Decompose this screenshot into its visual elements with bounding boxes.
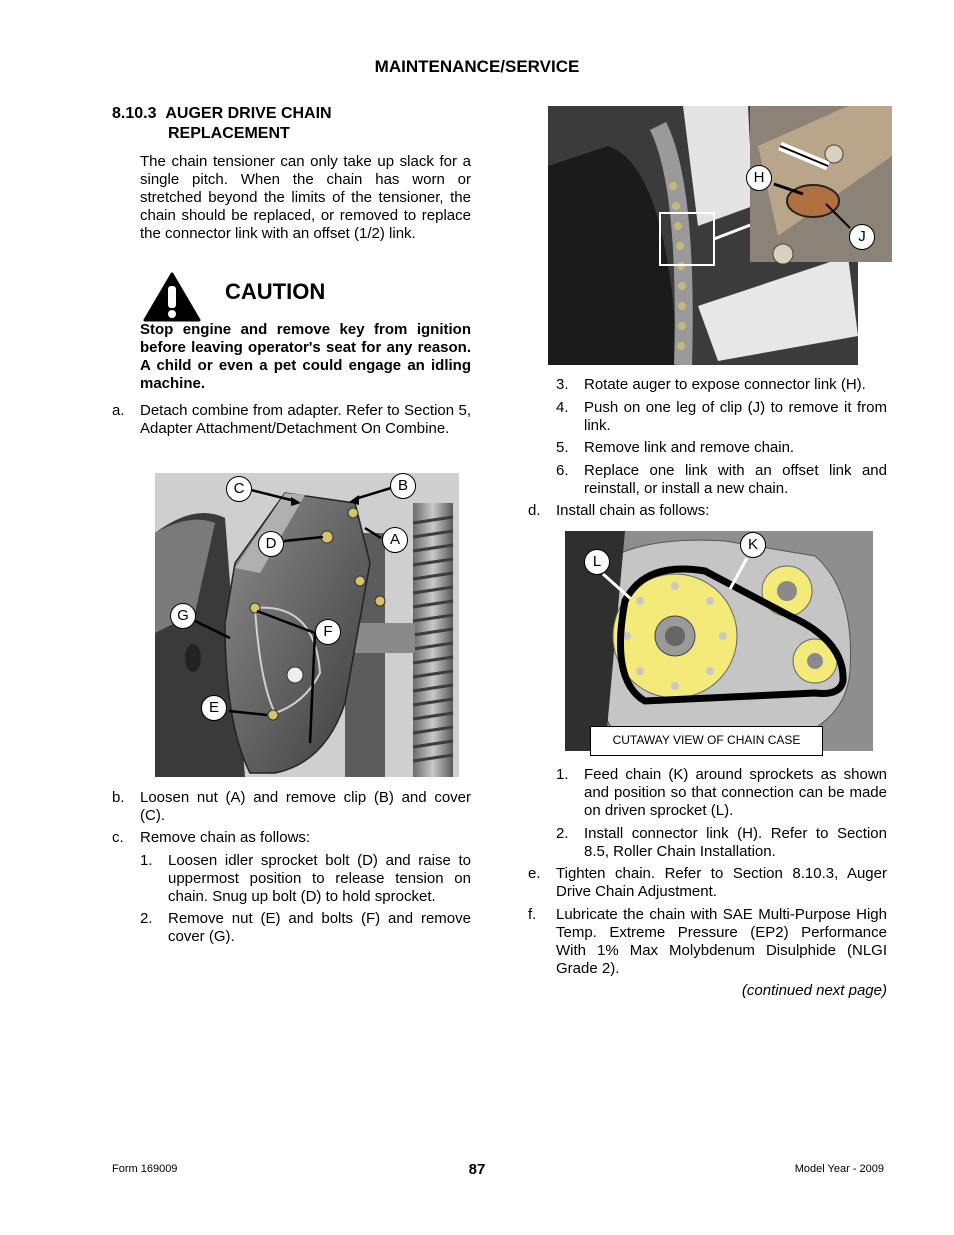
page-number: 87 [468,1161,486,1178]
step-text: Install chain as follows: [556,502,710,519]
step-text: Push on one leg of clip (J) to remove it from link. [584,399,887,434]
step-label: 2. [140,910,153,927]
callout-f: F [315,619,341,645]
section-title-line1: AUGER DRIVE CHAIN [165,105,332,122]
continued-note: (continued next page) [741,982,887,999]
callout-e: E [201,695,227,721]
caution-text: Stop engine and remove key from ignition before leaving operator's seat for any reason. A child or even a pet could engage an idling machine. [140,321,471,392]
step-text: Loosen nut (A) and remove clip (B) and cover (C). [140,789,471,824]
callout-a: A [382,527,408,553]
callout-h: H [746,165,772,191]
step-label: a. [112,402,125,419]
callout-c: C [226,476,252,502]
step-label: 5. [556,439,569,456]
step-text: Remove chain as follows: [140,829,311,846]
intro-paragraph: The chain tensioner can only take up slack for a single pitch. When the chain has worn or stretched beyond the limits of the tensioner, the chain should be replaced, or removed to replace the connector link with an offset (1/2) link. [140,153,471,242]
step-text: Remove nut (E) and bolts (F) and remove cover (G). [168,910,471,945]
callout-d: D [258,531,284,557]
auger-drive-illustration [155,473,459,777]
step-label: e. [528,865,541,882]
step-text: Tighten chain. Refer to Section 8.10.3, Auger Drive Chain Adjustment. [556,865,887,900]
step-text: Loosen idler sprocket bolt (D) and raise to uppermost position to release tension on chain. Snug up bolt (D) to hold sprocket. [168,852,471,905]
step-label: 1. [556,766,569,783]
step-text: Replace one link with an offset link and reinstall, or install a new chain. [584,462,887,497]
step-text: Lubricate the chain with SAE Multi-Purpose High Temp. Extreme Pressure (EP2) Performance With 1% Max Molybdenum Disulphide (NLGI Grade 2). [556,906,887,977]
page-header: MAINTENANCE/SERVICE [374,57,580,76]
caution-heading: CAUTION [225,279,326,304]
callout-b: B [390,473,416,499]
section-number: 8.10.3 [112,105,157,122]
step-text: Install connector link (H). Refer to Section 8.5, Roller Chain Installation. [584,825,887,860]
step-text: Detach combine from adapter. Refer to Section 5, Adapter Attachment/Detachment On Combine. [140,402,471,437]
section-title-line2: REPLACEMENT [168,125,290,142]
step-label: f. [528,906,537,923]
step-label: d. [528,502,541,519]
step-text: Rotate auger to expose connector link (H). [584,376,866,393]
step-label: 2. [556,825,569,842]
step-label: 6. [556,462,569,479]
figure-connector-link [548,106,892,365]
section-title [112,104,332,144]
step-text: Remove link and remove chain. [584,439,795,456]
step-label: 1. [140,852,153,869]
step-text: Feed chain (K) around sprockets as shown and position so that connection can be made on driven sprocket (L). [584,766,887,819]
callout-j: J [849,224,875,250]
chain-case-cutaway-illustration [565,531,873,758]
callout-k: K [740,532,766,558]
footer-form-number: Form 169009 [112,1163,178,1175]
step-label: b. [112,789,125,806]
warning-triangle-icon [143,272,201,322]
footer-model-year: Model Year - 2009 [794,1163,884,1175]
step-label: c. [112,829,124,846]
figure-caption: CUTAWAY VIEW OF CHAIN CASE [590,726,823,756]
callout-l: L [584,549,610,575]
figure-auger-drive-cover [155,473,459,777]
step-label: 3. [556,376,569,393]
connector-link-illustration [548,106,892,365]
step-label: 4. [556,399,569,416]
figure-chain-case-cutaway [565,531,873,758]
callout-g: G [170,603,196,629]
